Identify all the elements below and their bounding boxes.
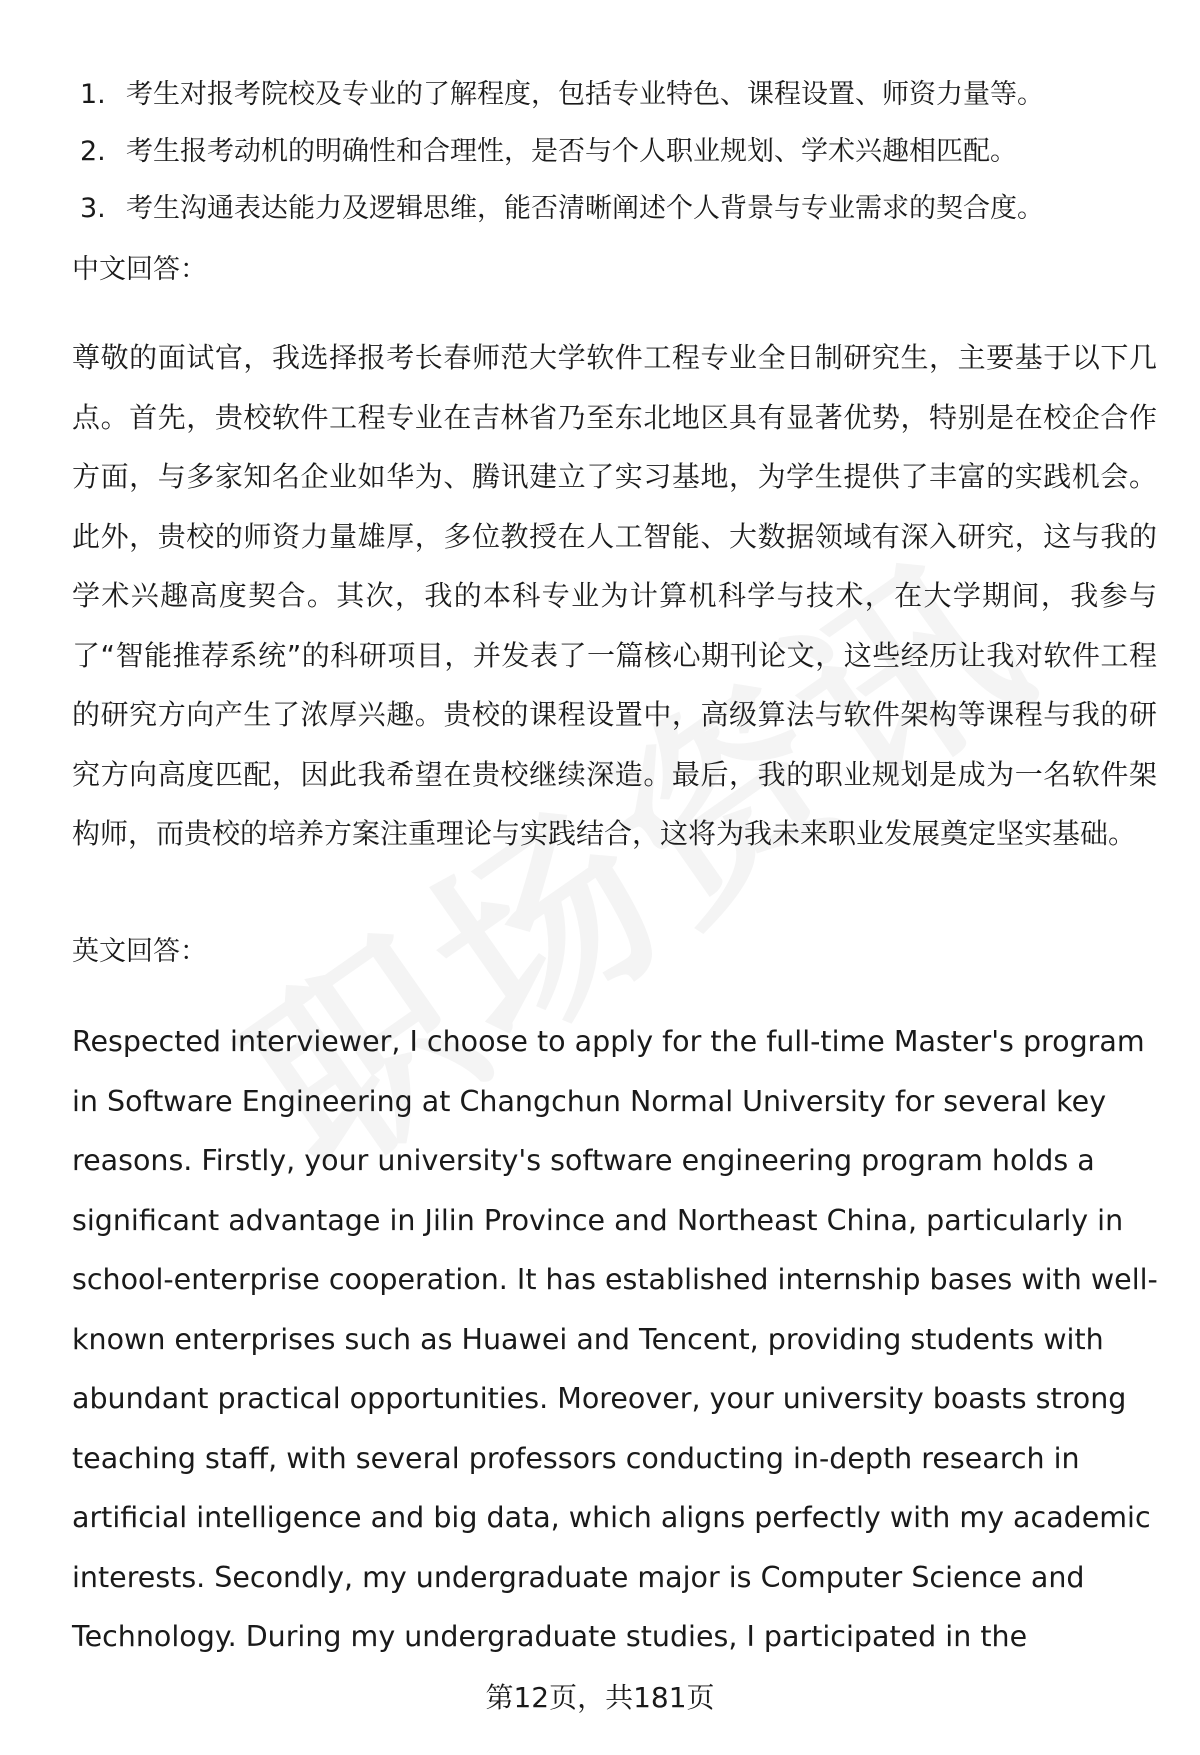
list-item bbox=[80, 180, 1160, 237]
list-item-number: 3. bbox=[80, 193, 106, 224]
list-item bbox=[80, 66, 1160, 123]
english-answer-body: Respected interviewer, I choose to apply for the full-time Master's program in Software Engineering at Changchun Normal University for several key reasons. Firstly, your university's software engineering program holds a significant advantage in Jilin Province and Northeast China, particularly in school-enterprise cooperation. It has established internship bases with well-known enterprises such as Huawei and Tencent, providing students with abundant practical opportunities. Moreover, your university boasts strong teaching staff, with several professors conducting in-depth research in artificial intelligence and big data, which aligns perfectly with my academic interests. Secondly, my undergraduate major is Computer Science and Technology. During my undergraduate studies, I participated in the bbox=[72, 1025, 1158, 1653]
english-answer-label: 英文回答： bbox=[72, 936, 207, 967]
list-item-number: 2. bbox=[80, 136, 106, 167]
chinese-answer-label: 中文回答： bbox=[72, 254, 207, 285]
page-indicator: 第12页，共181页 bbox=[485, 1681, 715, 1714]
list-item-number: 1. bbox=[80, 79, 106, 110]
list-item-text: 考生沟通表达能力及逻辑思维，能否清晰阐述个人背景与专业需求的契合度。 bbox=[126, 193, 1044, 224]
list-item bbox=[80, 123, 1160, 180]
list-item-text: 考生报考动机的明确性和合理性，是否与个人职业规划、学术兴趣相匹配。 bbox=[126, 136, 1017, 167]
chinese-answer-body: 尊敬的面试官，我选择报考长春师范大学软件工程专业全日制研究生，主要基于以下几点。首先，贵校软件工程专业在吉林省乃至东北地区具有显著优势，特别是在校企合作方面，与多家知名企业如华为、腾讯建立了实习基地，为学生提供了丰富的实践机会。此外，贵校的师资力量雄厚，多位教授在人工智能、大数据领域有深入研究，这与我的学术兴趣高度契合。其次，我的本科专业为计算机科学与技术，在大学期间，我参与了“智能推荐系统”的科研项目，并发表了一篇核心期刊论文，这些经历让我对软件工程的研究方向产生了浓厚兴趣。贵校的课程设置中，高级算法与软件架构等课程与我的研究方向高度匹配，因此我希望在贵校继续深造。最后，我的职业规划是成为一名软件架构师，而贵校的培养方案注重理论与实践结合，这将为我未来职业发展奠定坚实基础。 bbox=[72, 341, 1157, 850]
list-item-text: 考生对报考院校及专业的了解程度，包括专业特色、课程设置、师资力量等。 bbox=[126, 79, 1044, 110]
evaluation-criteria-list bbox=[80, 66, 1160, 237]
